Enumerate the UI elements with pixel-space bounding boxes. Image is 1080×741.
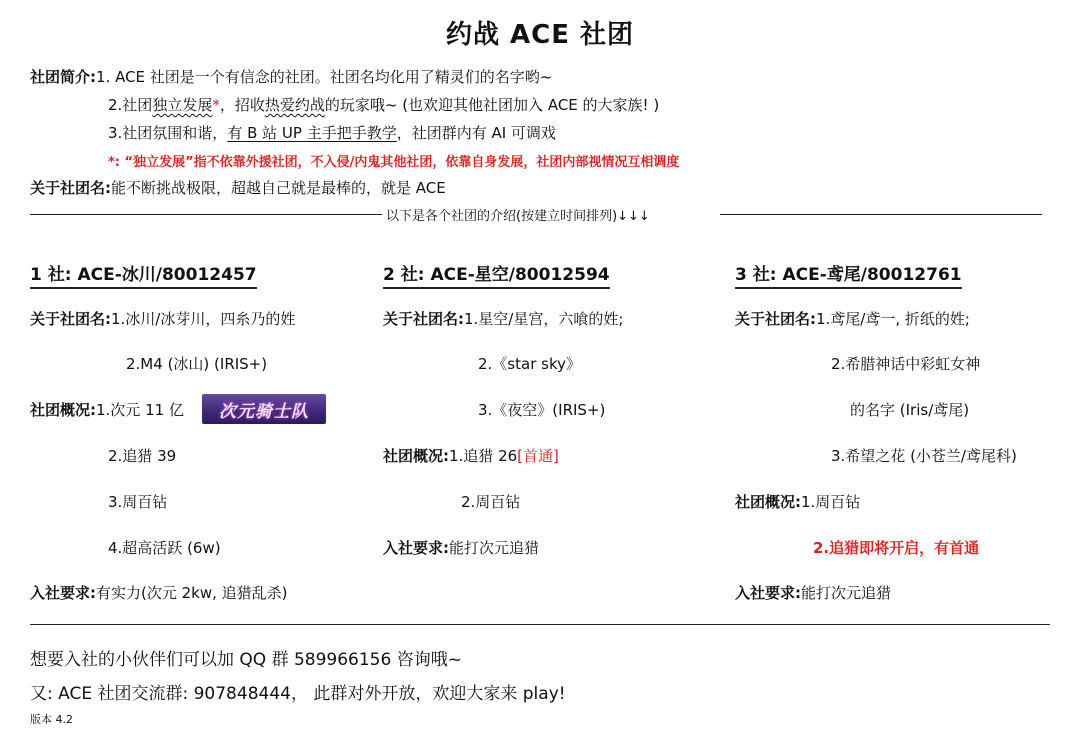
club-1-overview-2: 2.追猎 39 <box>108 447 177 465</box>
version-label: 版本 4.2 <box>30 713 73 726</box>
club-3-overview-line-1 <box>735 491 860 512</box>
divider-left <box>30 214 382 215</box>
footnote-star: * <box>212 96 220 114</box>
club-2-overview-label: 社团概况: <box>383 447 449 465</box>
qq-group-contact: 想要入社的小伙伴们可以加 QQ 群 589966156 咨询哦~ <box>30 650 462 670</box>
intro-line3-suffix: ，社团群内有 AI 可调戏 <box>396 124 556 142</box>
club-1-overview-1: 1.次元 11 亿 <box>96 401 184 419</box>
page-title: 约战 ACE 社团 <box>445 20 635 50</box>
intro-text-1: 1. ACE 社团是一个有信念的社团。社团名均化用了精灵们的名字哟~ <box>96 68 553 86</box>
club-2-req-label: 入社要求: <box>383 539 449 557</box>
club-3-header: 3 社: ACE-鸢尾/80012761 <box>735 260 962 289</box>
club-2-overview-line-1 <box>383 445 559 466</box>
intro-line3-prefix: 3.社团氛围和谐， <box>108 124 228 142</box>
club-3-req-label: 入社要求: <box>735 584 801 602</box>
club-1-requirement <box>30 582 288 603</box>
club-1-req-label: 入社要求: <box>30 584 96 602</box>
independent-footnote: *: “独立发展”指不依靠外援社团，不入侵/内鬼其他社团，依靠自身发展，社团内部视情况互相调度 <box>108 155 680 170</box>
divider-right <box>720 214 1042 215</box>
exchange-group: 又: ACE 社团交流群: 907848444， 此群对外开放，欢迎大家来 play! <box>30 684 566 704</box>
club-1-overview-3: 3.周百钻 <box>108 493 168 511</box>
club-3-name-1: 1.鸢尾/鸢一, 折纸的姓; <box>816 310 970 328</box>
club-3-name-line-1 <box>735 308 970 329</box>
club-1-name-1: 1.冰川/冰芽川，四糸乃的姓 <box>111 310 296 328</box>
club-3-overview-2: 2.追猎即将开启，有首通 <box>813 539 980 557</box>
intro-line-3 <box>108 122 556 143</box>
footer-divider <box>30 624 1050 625</box>
club-3-name-line-2: 2.希腊神话中彩虹女神 <box>831 355 981 373</box>
club-2-name-line-2: 2.《star sky》 <box>478 355 581 373</box>
club-2-requirement <box>383 537 539 558</box>
intro-line-1 <box>30 66 552 87</box>
intro-line-2 <box>108 94 659 115</box>
club-2-overview-1: 1.追猎 26 <box>449 447 518 465</box>
club-3-name-line-2b: 的名字 (Iris/鸢尾) <box>850 401 970 419</box>
first-clear-tag: [首通] <box>517 447 559 465</box>
dimension-knights-badge: 次元骑士队 <box>202 394 326 424</box>
club-3-name-label: 关于社团名: <box>735 310 816 328</box>
name-about-line <box>30 177 446 198</box>
club-3-overview-label: 社团概况: <box>735 493 801 511</box>
club-2-name-1: 1.星空/星宫，六喰的姓; <box>464 310 624 328</box>
independent-text: 独立发展 <box>152 96 213 114</box>
club-1-name-line-1 <box>30 308 295 329</box>
club-1-overview-4: 4.超高活跃 (6w) <box>108 539 221 557</box>
club-3-overview-1: 1.周百钻 <box>801 493 861 511</box>
club-1-overview-line-1 <box>30 399 184 420</box>
club-1-name-label: 关于社团名: <box>30 310 111 328</box>
club-1-req-text: 有实力(次元 2kw, 追猎乱杀) <box>96 584 288 602</box>
club-2-header: 2 社: ACE-星空/80012594 <box>383 260 610 289</box>
intro-line2-mid: ，招收 <box>219 96 265 114</box>
intro-line2-prefix: 2.社团 <box>108 96 153 114</box>
divider-text: 以下是各个社团的介绍(按建立时间排列)↓↓↓ <box>386 209 650 224</box>
club-3-name-line-3: 3.希望之花 (小苍兰/鸢尾科) <box>831 447 1017 465</box>
club-2-name-line-1 <box>383 308 623 329</box>
club-1-overview-label: 社团概况: <box>30 401 96 419</box>
club-2-name-line-3: 3.《夜空》(IRIS+) <box>478 401 606 419</box>
name-about-label: 关于社团名: <box>30 179 111 197</box>
club-1-header: 1 社: ACE-冰川/80012457 <box>30 260 257 289</box>
hot-battle-text: 热爱约战 <box>264 96 325 114</box>
club-3-requirement <box>735 582 891 603</box>
name-about-text: 能不断挑战极限，超越自己就是最棒的，就是 ACE <box>111 179 446 197</box>
club-1-name-line-2: 2.M4 (冰山) (IRIS+) <box>126 355 268 373</box>
bilibili-teaching-text: 有 B 站 UP 主手把手教学 <box>227 124 397 142</box>
club-2-req-text: 能打次元追猎 <box>449 539 540 557</box>
club-3-req-text: 能打次元追猎 <box>801 584 892 602</box>
intro-line2-suffix: 的玩家哦~ (也欢迎其他社团加入 ACE 的大家族! ) <box>324 96 660 114</box>
club-2-name-label: 关于社团名: <box>383 310 464 328</box>
intro-label: 社团简介: <box>30 68 96 86</box>
club-2-overview-2: 2.周百钻 <box>461 493 521 511</box>
